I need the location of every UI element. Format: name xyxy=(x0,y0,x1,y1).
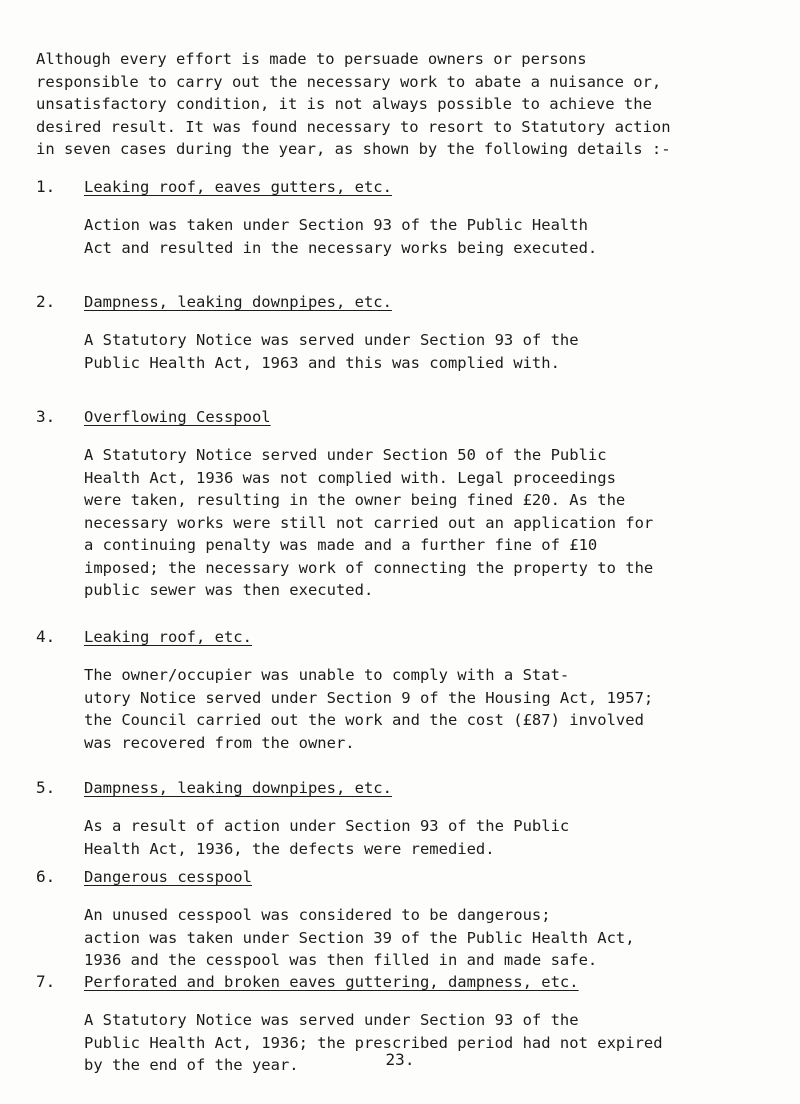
item-heading: Dangerous cesspool xyxy=(84,868,252,886)
item-body: Action was taken under Section 93 of the Public Health Act and resulted in the necessary works being executed. xyxy=(84,216,598,257)
item-number: 3. xyxy=(36,407,56,426)
item-number: 7. xyxy=(36,972,56,991)
item-number: 4. xyxy=(36,627,56,646)
item-number: 5. xyxy=(36,778,56,797)
item-number: 1. xyxy=(36,177,56,196)
item-number: 2. xyxy=(36,292,56,311)
item-heading: Leaking roof, etc. xyxy=(84,628,252,646)
page-number: 23. xyxy=(385,1050,415,1069)
item-body: The owner/occupier was unable to comply with a Stat- utory Notice served under Section 9 of the Housing Act, 1957; the Council carried out the work and the cost (£87) involved was recovered from the owner. xyxy=(84,666,654,752)
item-body: A Statutory Notice was served under Section 93 of the Public Health Act, 1936; the prescribed period had not expired by the end of the year. xyxy=(84,1011,663,1074)
item-number: 6. xyxy=(36,867,56,886)
item-heading: Leaking roof, eaves gutters, etc. xyxy=(84,178,392,196)
item-heading: Overflowing Cesspool xyxy=(84,408,271,426)
item-body: A Statutory Notice was served under Section 93 of the Public Health Act, 1963 and this was complied with. xyxy=(84,331,579,372)
item-body: As a result of action under Section 93 of the Public Health Act, 1936, the defects were remedied. xyxy=(84,817,570,858)
item-heading: Perforated and broken eaves guttering, dampness, etc. xyxy=(84,973,579,991)
item-heading: Dampness, leaking downpipes, etc. xyxy=(84,293,392,311)
intro-paragraph: Although every effort is made to persuade owners or persons responsible to carry out the necessary work to abate a nuisance or, unsatisfactory condition, it is not always possible to achieve the desired result. It was found necessary to resort to Statutory action in seven cases during the year, as shown by the following details :- xyxy=(36,50,671,158)
item-heading: Dampness, leaking downpipes, etc. xyxy=(84,779,392,797)
item-body: An unused cesspool was considered to be dangerous; action was taken under Section 39 of the Public Health Act, 1936 and the cesspool was then filled in and made safe. xyxy=(84,906,635,969)
item-body: A Statutory Notice served under Section 50 of the Public Health Act, 1936 was not complied with. Legal proceedings were taken, resulting in the owner being fined £20. As the necessary works were still not carried out an application for a continuing penalty was made and a further fine of £10 imposed; the necessary work of connecting the property to the public sewer was then executed. xyxy=(84,446,654,599)
